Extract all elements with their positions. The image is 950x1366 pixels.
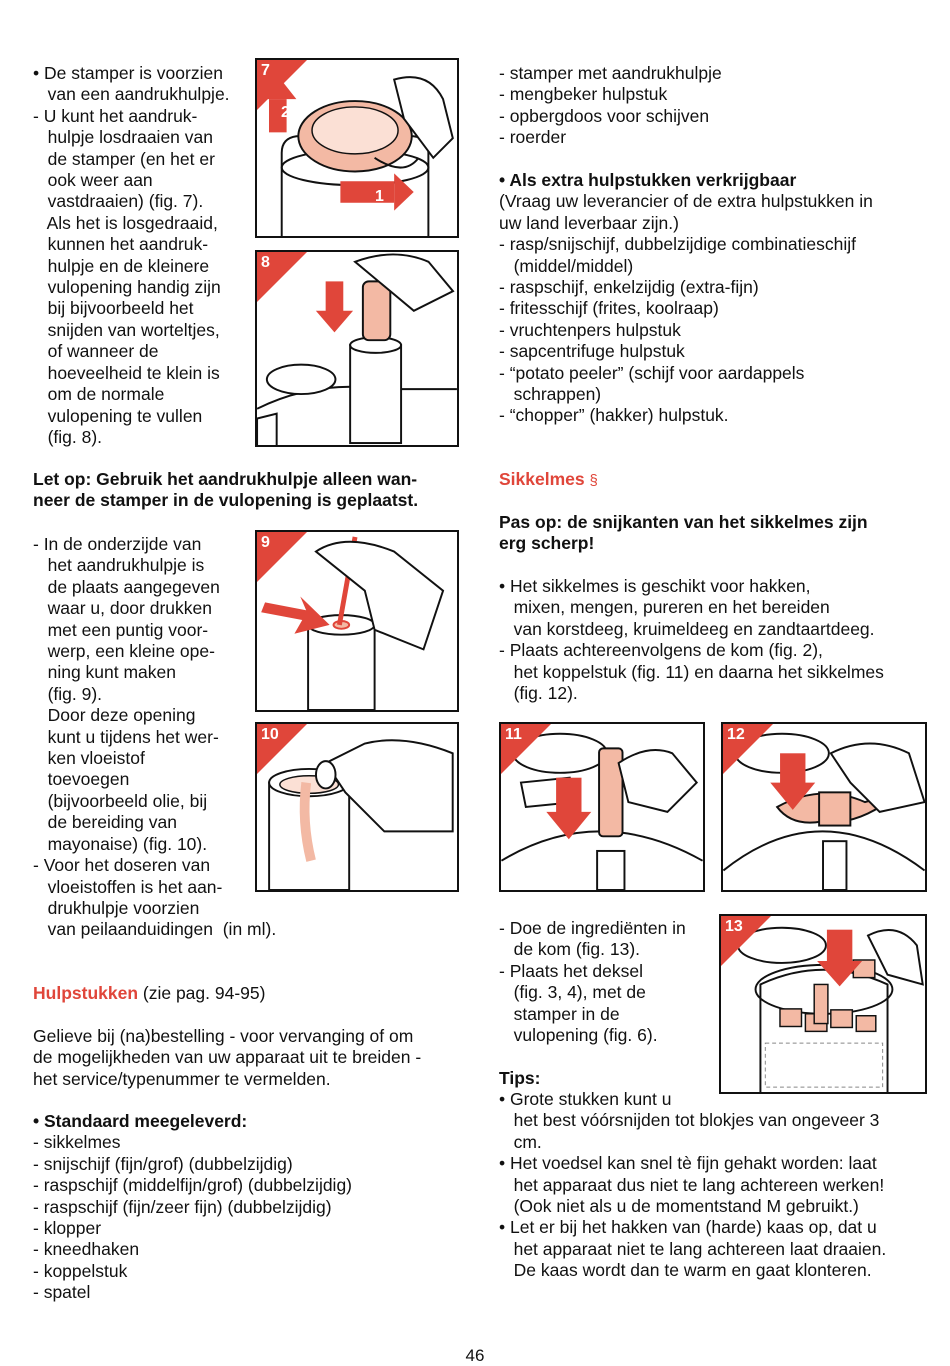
text-line: hulpje losdraaien van [33, 127, 213, 148]
text-line: - Doe de ingrediënten in [499, 918, 686, 938]
text-line: vloeistoffen is het aan- [33, 876, 223, 897]
figure-12 [721, 722, 927, 892]
text-line: (fig. 3, 4), met de [499, 982, 646, 1003]
text-line: Let op: Gebruik het aandrukhulpje alleen wan- [33, 469, 418, 489]
list-item: - raspschijf, enkelzijdig (extra-fijn) [499, 277, 759, 298]
list-item: - “chopper” (hakker) hulpstuk. [499, 405, 729, 426]
text-line: van korstdeeg, kruimeldeeg en zandtaartdeeg. [499, 618, 875, 639]
text-line: hoeveelheid te klein is [33, 362, 220, 383]
warning-text [33, 469, 418, 512]
list-item: - snijschijf (fijn/grof) (dubbelzijdig) [33, 1153, 293, 1174]
text-line: • Grote stukken kunt u [499, 1089, 672, 1109]
standard-list [33, 1111, 352, 1304]
text-line: het aandrukhulpje is [33, 555, 205, 576]
text-line: het best vóórsnijden tot blokjes van ongeveer 3 [499, 1110, 880, 1131]
text-line: het service/typenummer te vermelden. [33, 1068, 331, 1089]
list-item: - sapcentrifuge hulpstuk [499, 341, 685, 362]
standard-list-title: • Standaard meegeleverd: [33, 1111, 248, 1131]
text-line: of wanneer de [33, 341, 159, 362]
text-line: het koppelstuk (fig. 11) en daarna het sikkelmes [499, 661, 884, 682]
list-item: - “potato peeler” (schijf voor aardappels [499, 362, 805, 383]
text-line: om de normale [33, 384, 165, 405]
text-line: de stamper (en het er [33, 148, 215, 169]
text-line: Door deze opening [33, 705, 196, 726]
text-line: - Plaats het deksel [499, 960, 643, 981]
list-item: - raspschijf (fijn/zeer fijn) (dubbelzijdig) [33, 1196, 332, 1217]
text-line: cm. [499, 1131, 542, 1152]
figure-10 [255, 722, 459, 892]
gelieve-text [33, 1026, 421, 1090]
list-item: - kneedhaken [33, 1239, 140, 1260]
text-line: (bijvoorbeeld olie, bij [33, 790, 208, 811]
hulpstukken-heading [33, 983, 265, 1004]
text-line: • Het voedsel kan snel tè fijn gehakt worden: laat [499, 1153, 877, 1174]
text-line: Gelieve bij (na)bestelling - voor vervanging of om [33, 1026, 414, 1046]
text-line: vulopening handig zijn [33, 277, 221, 298]
text-line: - Plaats achtereenvolgens de kom (fig. 2), [499, 640, 823, 661]
figure-9 [255, 530, 459, 712]
text-line: neer de stamper in de vulopening is geplaatst. [33, 490, 419, 511]
figure-7 [255, 58, 459, 238]
tips-title: Tips: [499, 1068, 541, 1088]
text-line: - In de onderzijde van [33, 534, 202, 554]
arrow-1-label: 1 [375, 188, 384, 205]
list-item: - klopper [33, 1218, 102, 1239]
text-line: drukhulpje voorzien [33, 897, 200, 918]
text-line: (Vraag uw leverancier of de extra hulpstukken in [499, 191, 873, 212]
figure-12-number: 12 [727, 726, 745, 743]
text-line: waar u, door drukken [33, 598, 212, 619]
list-item: - roerder [499, 127, 567, 148]
text-line: snijden van worteltjes, [33, 319, 220, 340]
sikkelmes-text [499, 576, 884, 704]
text-line: van een aandrukhulpje. [33, 84, 230, 105]
list-item: - vruchtenpers hulpstuk [499, 319, 681, 340]
figure-8 [255, 250, 459, 447]
text-line: mayonaise) (fig. 10). [33, 833, 208, 854]
text-line: uw land leverbaar zijn.) [499, 212, 679, 233]
text-line: ook weer aan [33, 170, 153, 191]
text-line: de kom (fig. 13). [499, 939, 641, 960]
list-item: - sikkelmes [33, 1132, 121, 1153]
text-line: mixen, mengen, pureren en het bereiden [499, 597, 830, 618]
text-line: hulpje en de kleinere [33, 255, 210, 276]
list-item: - opbergdoos voor schijven [499, 105, 710, 126]
text-line: (fig. 8). [33, 426, 103, 447]
text-line: (fig. 12). [499, 683, 578, 704]
text-line: het apparaat dus niet te lang achtereen werken! [499, 1174, 885, 1195]
extra-list [499, 170, 873, 427]
figure-10-number: 10 [261, 726, 279, 743]
list-item: schrappen) [499, 384, 602, 405]
tips-text [499, 1089, 886, 1282]
list-item: - spatel [33, 1282, 91, 1303]
text-line: • Let er bij het hakken van (harde) kaas op, dat u [499, 1217, 877, 1238]
text-line: Pas op: de snijkanten van het sikkelmes zijn [499, 512, 868, 532]
text-line: kunt u tijdens het wer- [33, 726, 219, 747]
text-line: • De stamper is voorzien [33, 63, 223, 83]
text-line: toevoegen [33, 769, 130, 790]
text-line: - U kunt het aandruk- [33, 105, 198, 126]
text-line: (fig. 9). [33, 683, 103, 704]
sikkelmes-icon: § [589, 472, 598, 489]
text-line: ken vloeistof [33, 748, 145, 769]
figure-7-number: 7 [261, 62, 270, 79]
figure-9-number: 9 [261, 534, 270, 551]
text-line: stamper in de [499, 1003, 620, 1024]
list-item: - rasp/snijschijf, dubbelzijdige combinatieschijf [499, 234, 856, 255]
arrow-2-label: 2 [281, 104, 290, 121]
text-line: Als het is losgedraaid, [33, 212, 218, 233]
text-line: (Ook niet als u de momentstand M gebruikt.) [499, 1196, 859, 1217]
opening-text [33, 534, 276, 941]
list-item: - mengbeker hulpstuk [499, 84, 668, 105]
text-line: werp, een kleine ope- [33, 641, 215, 662]
list-item: - fritesschijf (frites, koolraap) [499, 298, 719, 319]
text-line: erg scherp! [499, 533, 595, 554]
text-line: vastdraaien) (fig. 7). [33, 191, 204, 212]
figure-13-number: 13 [725, 918, 743, 935]
list-item: - raspschijf (middelfijn/grof) (dubbelzijdig) [33, 1175, 353, 1196]
sikkelmes-heading [499, 469, 598, 491]
intro-text [33, 63, 230, 448]
hulpstukken-title: Hulpstukken [33, 983, 139, 1003]
extra-list-title: • Als extra hulpstukken verkrijgbaar [499, 170, 797, 190]
hulpstukken-page-ref: (zie pag. 94-95) [138, 983, 266, 1003]
text-line: de mogelijkheden van uw apparaat uit te breiden - [33, 1047, 422, 1068]
doe-text [499, 918, 686, 1046]
text-line: De kaas wordt dan te warm en gaat klonteren. [499, 1260, 872, 1281]
text-line: kunnen het aandruk- [33, 234, 209, 255]
pasop-warning [499, 512, 868, 555]
figure-13 [719, 914, 927, 1094]
text-line: van peilaanduidingen (in ml). [33, 919, 277, 940]
text-line: bij bijvoorbeeld het [33, 298, 194, 319]
text-line: het apparaat niet te lang achtereen laat draaien. [499, 1238, 887, 1259]
text-line: - Voor het doseren van [33, 855, 211, 876]
text-line: de plaats aangegeven [33, 576, 220, 597]
list-item: - stamper met aandrukhulpje [499, 63, 722, 83]
list-item: (middel/middel) [499, 255, 634, 276]
standard-list-continued [499, 63, 722, 149]
text-line: met een puntig voor- [33, 619, 209, 640]
list-item: - koppelstuk [33, 1260, 128, 1281]
page-number: 46 [465, 1346, 485, 1365]
figure-11-number: 11 [505, 726, 522, 743]
figure-8-number: 8 [261, 254, 270, 271]
sikkelmes-title: Sikkelmes [499, 469, 585, 489]
text-line: • Het sikkelmes is geschikt voor hakken, [499, 576, 811, 596]
text-line: ning kunt maken [33, 662, 176, 683]
text-line: vulopening (fig. 6). [499, 1025, 658, 1046]
text-line: vulopening te vullen [33, 405, 203, 426]
figure-11 [499, 722, 705, 892]
text-line: de bereiding van [33, 812, 177, 833]
